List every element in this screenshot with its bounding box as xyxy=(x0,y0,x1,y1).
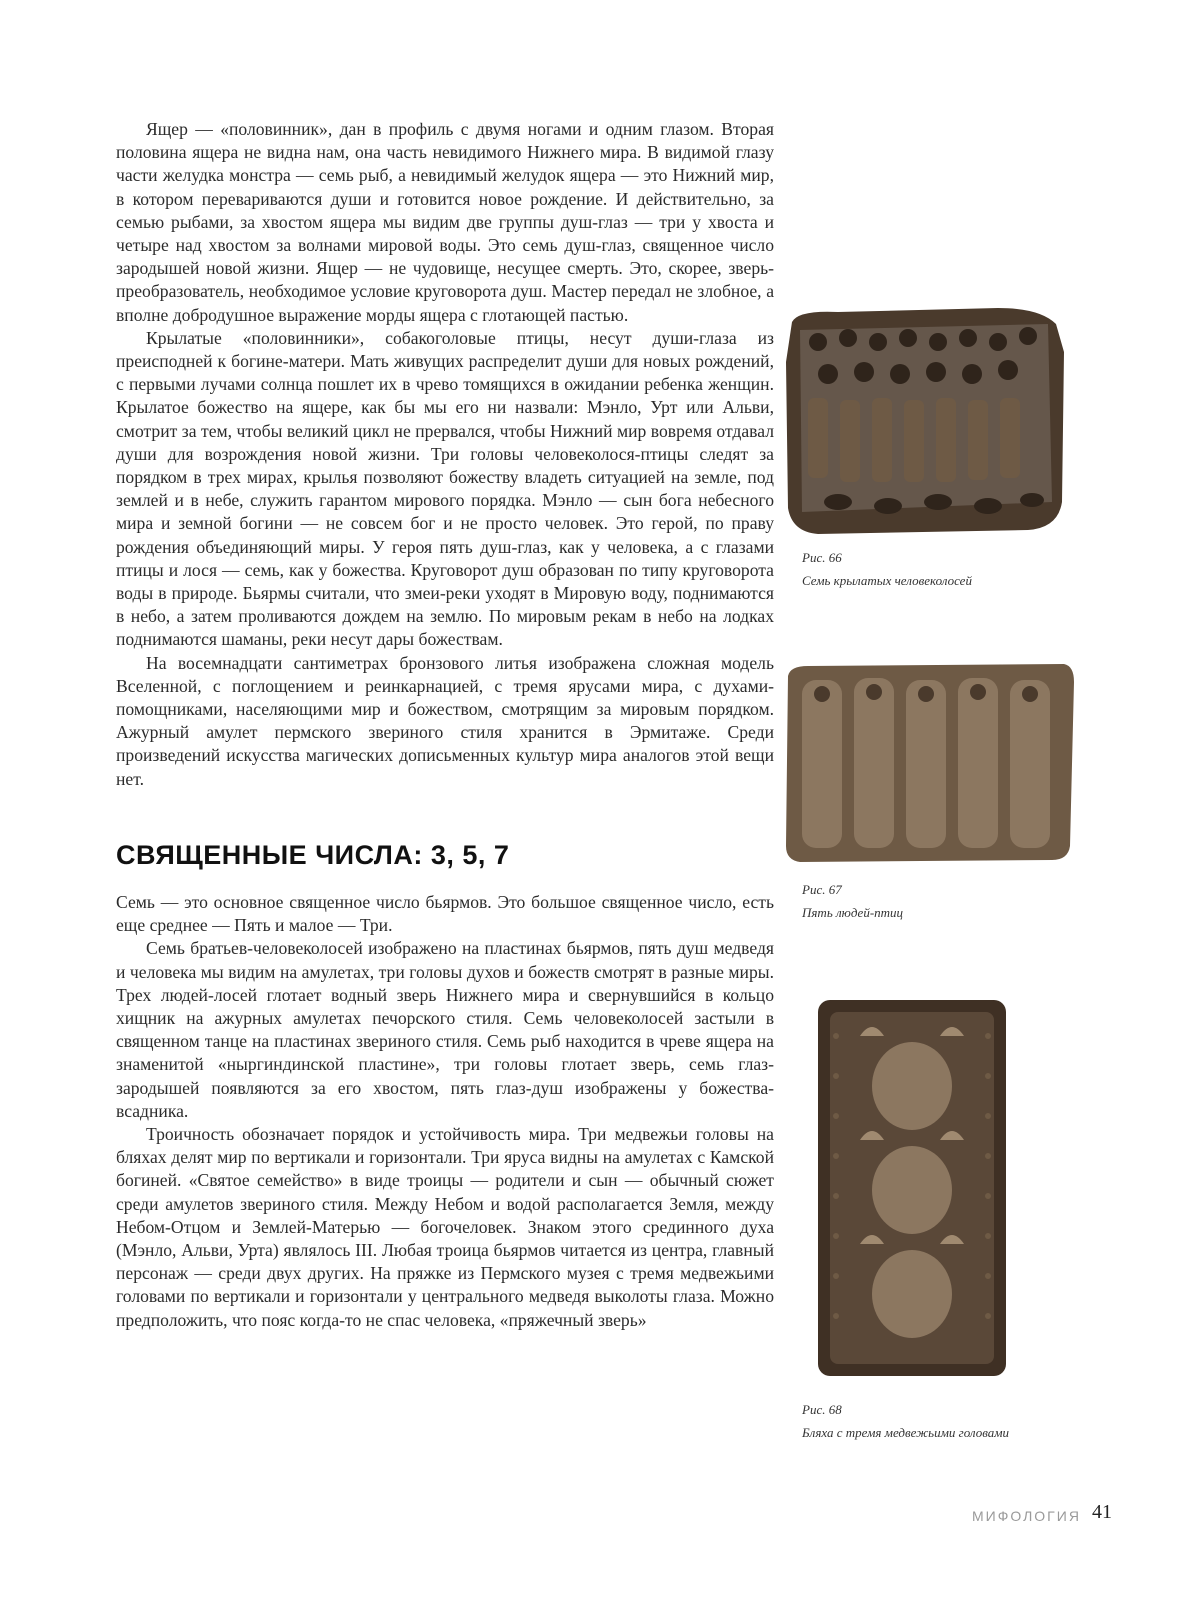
body-paragraph-1: Ящер — «половинник», дан в профиль с двумя ногами и одним глазом. Вторая половина ящера не видна нам, она часть невидимого Нижнего мира. В видимой глазу части желудка монстра — семь рыб, а невидимый желудок ящера — это Нижний мир, в котором перевариваются души и готовится новое рождение. И действительно, за семью рыбами, за хвостом ящера мы видим две группы душ-глаз — три у хвоста и четыре над хвостом за волнами мировой воды. Это семь душ-глаз, священное число зародышей новой жизни. Ящер — не чудовище, несущее смерть. Это, скорее, зверь-преобразователь, необходимое условие круговорота душ. Мастер передал не злобное, а вполне добродушное выражение морды ящера с глотающей пастью. xyxy=(116,119,774,325)
page-number: 41 xyxy=(1092,1501,1112,1523)
section-paragraph-1: Семь — это основное священное число бьярмов. Это большое священное число, есть еще среднее — Пять и малое — Три. xyxy=(116,891,774,936)
section-heading: СВЯЩЕННЫЕ ЧИСЛА: 3, 5, 7 xyxy=(116,839,510,870)
figure-67-title: Пять людей-птиц xyxy=(802,905,904,920)
section-paragraph-3: Троичность обозначает порядок и устойчивость мира. Три медвежьи головы на бляхах делят мир по вертикали и горизонтали. Три яруса видны на амулетах с Камской богиней. «Святое семейство» в виде троицы — родители и сын — обычный сюжет среди амулетов звериного стиля. Между Небом и водой располагается Земля, между Небом-Отцом и Землей-Матерью — богочеловек. Знаком этого срединного духа (Мэнло, Альви, Урта) являлось III. Любая троица бьярмов читается из центра, главный персонаж — среди двух других. На пряжке из Пермского музея с тремя медвежьими головами по вертикали и горизонтали у центрального медведя выколоты глаза. Можно предположить, что пояс когда-то не спас человека, «пряжечный зверь» xyxy=(116,1123,774,1330)
figure-67-number: Рис. 67 xyxy=(802,882,842,897)
figure-68-number: Рис. 68 xyxy=(802,1402,842,1417)
figure-66-caption xyxy=(802,546,972,592)
figure-68-title: Бляха с тремя медвежьими головами xyxy=(802,1425,1010,1440)
figure-68-image xyxy=(814,996,1010,1380)
body-paragraph-2: Крылатые «половинники», собакоголовые птицы, несут души-глаза из преисподней к богине-матери. Мать живущих распределит души для новых рождений, с первыми лучами солнца пошлет их в чрево томящихся в ожидании ребенка женщин. Крылатое божество на ящере, как бы мы его ни назвали: Мэнло, Урт или Альви, смотрит за тем, чтобы великий цикл не прервался, чтобы Нижний мир вовремя отдавал души для возрождения новой жизни. Три головы человеколося-птицы следят за порядком в трех мирах, крылья позволяют божеству владеть ситуацией на земле, под землей и в небе, служить гарантом мирового порядка. Мэнло — сын бога небесного мира и земной богини — не совсем бог и не просто человек. Это герой, по праву рождения объединяющий миры. У героя пять душ-глаз, как у человека, а с глазами птицы и лося — семь, как у божества. Круговорот душ образован по типу круговорота воды в природе. Бьярмы считали, что змеи-реки уходят в Мировую воду, поднимаются в небо, а затем проливаются дождем на землю. По мировым рекам в небо на лодках поднимаются шаманы, реки несут дары божествам. xyxy=(116,327,774,650)
main-text-column xyxy=(116,118,774,1332)
figure-66-number: Рис. 66 xyxy=(802,550,842,565)
section-paragraph-2: Семь братьев-человеколосей изображено на пластинах бьярмов, пять душ медведя и человека мы видим на амулетах, три головы духов и божеств смотрят в разные миры. Трех людей-лосей глотает водный зверь Нижнего мира и свернувшийся в кольцо хищник на ажурных амулетах печорского стиля. Семь человеколосей застыли в священном танце на пластинах звериного стиля. Семь рыб находится в чреве ящера на знаменитой «ныргиндинской пластине», три головы глотает зверь, семь глаз-зародышей появляются за его хвостом, пять глаз-душ изображены у божества-всадника. xyxy=(116,938,774,1121)
figure-67-image xyxy=(778,660,1078,864)
figure-68-caption xyxy=(802,1398,1009,1444)
running-footer-section: МИФОЛОГИЯ xyxy=(972,1508,1081,1524)
figure-66-title: Семь крылатых человеколосей xyxy=(802,573,972,588)
body-paragraph-3: На восемнадцати сантиметрах бронзового литья изображена сложная модель Вселенной, с поглощением и реинкарнацией, с тремя ярусами мира, с духами-помощниками, населяющими мир и божеством, смотрящим за мировым порядком. Ажурный амулет пермского звериного стиля хранится в Эрмитаже. Среди произведений искусства магических дописьменных культур мира аналогов этой вещи нет. xyxy=(116,652,774,789)
figure-66-image xyxy=(778,302,1074,540)
figure-67-caption xyxy=(802,878,903,924)
